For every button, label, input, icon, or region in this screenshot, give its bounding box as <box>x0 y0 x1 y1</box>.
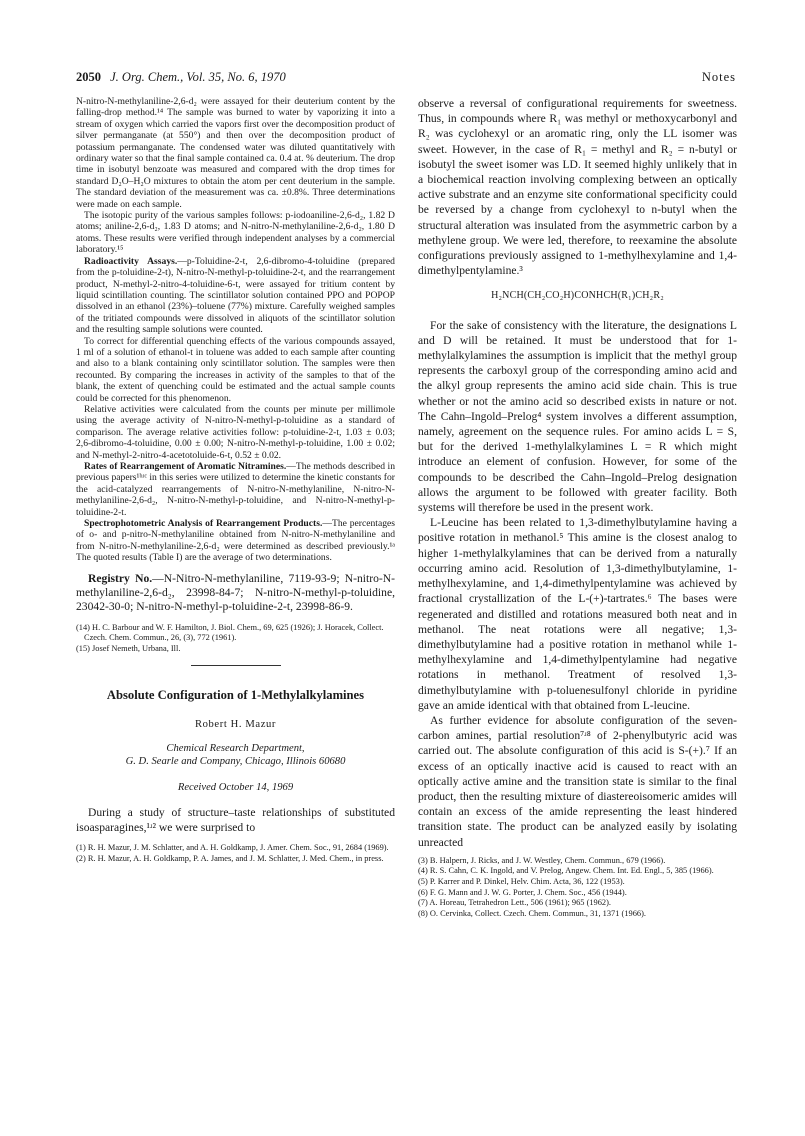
body-text <box>418 96 737 850</box>
section-name: Notes <box>701 70 736 84</box>
paragraph: To correct for differential quenching effects of the various compounds assayed, 1 ml of a solution of ethanol-t in toluene was added to each sample after counting and also to a blank containing only scintillator solution. The samples were then recounted. By comparing the increases in activity of the samples to that of the blank, the extent of quenching could be estimated and the actual sample counts could be corrected for this phenomenon. <box>76 335 395 404</box>
paragraph: Spectrophotometric Analysis of Rearrangement Products.—The percentages of o- and p-nitro-N-methylaniline obtained from N-nitro-N-methylaniline and from N-nitro-N-methylaniline-2,6-d₂ were determined as described previously.¹ᵃ The quoted results (Table I) are the average of two determinations. <box>76 518 395 564</box>
section-heading: Radioactivity Assays. <box>84 255 178 267</box>
paragraph: Rates of Rearrangement of Aromatic Nitramines.—The methods described in previous papers¹ᵇʴᶜ in this series were utilized to determine the kinetic constants for the acid-catalyzed rearrangements of N-nitro-N-methylaniline, N-nitro-N-methylaniline-2,6-d₂, N-nitro-N-methyl-p-toluidine, and N-nitro-N-methyl-p-toluidine-2-t. <box>76 461 395 518</box>
structural-formula: H₂NCH(CH₂CO₂H)CONHCH(R₁)CH₂R₂ <box>491 290 664 302</box>
footnote: (1) R. H. Mazur, J. M. Schlatter, and A. H. Goldkamp, J. Amer. Chem. Soc., 91, 2684 (1969). <box>76 843 389 853</box>
paragraph: N-nitro-N-methylaniline-2,6-d₂ were assayed for their deuterium content by the falling-drop method.¹⁴ The sample was burned to water by vaporizing it into a stream of oxygen which carried the vapors first over the decomposition product of silver permanganate (at 550°) and then over the decomposition product of potassium permanganate. The condensed water was diluted quantitatively with ordinary water so that the final sample contained ca. 0.4 at. % deuterium. The drop time in isobutyl benzoate was measured and compared with the drop times for standard D₂O–H₂O mixtures to obtain the atom per cent deuterium in the sample. The standard deviation of the measurement was ca. ±0.8%. Three determinations were made on each sample. <box>76 96 395 210</box>
paragraph: Relative activities were calculated from the counts per minute per millimole using the average activity of N-nitro-N-methyl-p-toluidine as a standard of comparison. The average relative activities follow: p-toluidine-2-t, 1.03 ± 0.03; 2,6-dibromo-4-toluidine, 0.00 ± 0.00; N-nitro-N-methyl-p-toluidine, 1.00 ± 0.02; and N-methyl-2-nitro-4-acetotoluide-6-t, 0.52 ± 0.02. <box>76 403 395 461</box>
body-text <box>76 805 395 835</box>
footnote: (2) R. H. Mazur, A. H. Goldkamp, P. A. James, and J. M. Schlatter, J. Med. Chem., in press. <box>76 853 384 863</box>
footnote: (15) Josef Nemeth, Urbana, Ill. <box>76 644 181 654</box>
paragraph: observe a reversal of configurational requirements for sweetness. Thus, in compounds where R₁ was methyl or methoxycarbonyl and R₂ was cyclohexyl or an aromatic ring, only the LL isomer was sweet. However, in the case of R₁ = methyl and R₂ = n-butyl or isobutyl the sweet isomer was LD. It seemed highly unlikely that in a biochemical reaction involving complexing between an optically active substrate and an enzyme site conformational specificity could be reversed by a change from cyclohexyl to n-butyl when the structural alteration was insulated from the asymmetric carbon by a methylene group. We were led, therefore, to reexamine the absolute configurations previously assigned to 1-methylhexylamine and 1,4-dimethylpentylamine.³ <box>418 97 737 278</box>
section-heading: Rates of Rearrangement of Aromatic Nitramines. <box>84 461 287 472</box>
experimental-text <box>76 96 395 564</box>
section-heading: Spectrophotometric Analysis of Rearrangement Products. <box>84 518 323 530</box>
paragraph: The isotopic purity of the various samples follows: p-iodoaniline-2,6-d₂, 1.82 D atoms; aniline-2,6-d₂, 1.83 D atoms; and N-nitro-N-methylaniline-2,6-d₂, 1.80 D atoms. These results were verified through independent analyses by a commercial laboratory.¹⁵ <box>76 210 395 256</box>
footnote: (14) H. C. Barbour and W. F. Hamilton, J. Biol. Chem., 69, 625 (1926); J. Horacek, Collect. Czech. Chem. Commun., 26, (3), 772 (1961). <box>76 622 384 643</box>
right-column <box>418 96 737 919</box>
footnote: (8) O. Cervinka, Collect. Czech. Chem. Commun., 31, 1371 (1966). <box>418 908 646 918</box>
paragraph: For the sake of consistency with the literature, the designations L and D will be retained. It must be understood that for 1-methylalkylamines the assumption is implicit that the methyl group represents the carboxyl group of the corresponding amino acid and the alkyl group represents the amino acid side chain. This is true whether or not the amino acid so described exists in nature or not. The Cahn–Ingold–Prelog⁴ system involves a different assumption, namely, agreement on the sequence rules. For amino acids L = S, but for the derived 1-methylalkylamines L = R which might introduce an element of confusion. However, for some of the compounds to be described the Cahn–Ingold–Prelog designation allows the argument to be followed with greater facility. Both systems will therefore be used in the present work. <box>418 318 737 515</box>
footnotes <box>76 843 395 864</box>
footnotes <box>418 856 737 920</box>
article-title: Absolute Configuration of 1-Methylalkylamines <box>106 687 365 702</box>
registry-heading: Registry No. <box>88 571 153 585</box>
paragraph: During a study of structure–taste relationships of substituted isoasparagines,¹ʴ² we were surprised to <box>76 805 395 834</box>
registry-numbers: Registry No.—N-Nitro-N-methylaniline, 7119-93-9; N-nitro-N-methylaniline-2,6-d₂, 23998-84-7; N-nitro-N-methyl-p-toluidine, 23042-30-0; N-nitro-N-methyl-p-toluidine-2-t, 23998-86-9. <box>76 571 396 614</box>
footnote: (3) B. Halpern, J. Ricks, and J. W. Westley, Chem. Commun., 679 (1966). <box>418 855 666 865</box>
page-number: 2050 <box>76 70 101 84</box>
journal-citation: J. Org. Chem., Vol. 35, No. 6, 1970 <box>110 70 286 84</box>
affiliation: Chemical Research Department, G. D. Searle and Company, Chicago, Illinois 60680 <box>125 742 346 767</box>
paragraph: As further evidence for absolute configuration of the seven-carbon amines, partial resolution⁷ʴ⁸ of 2-phenylbutyric acid was carried out. The absolute configuration of this acid is S-(+).⁷ If an excess of an optically inactive acid is caused to react with an optically active amine and the transition state is similar to the final product, then the resulting mixture of diastereoisomeric amides will contain an excess of the amide representing the least hindered transition state. The product can be analyzed easily by isolating unreacted <box>418 713 737 849</box>
footnote: (4) R. S. Cahn, C. K. Ingold, and V. Prelog, Angew. Chem. Int. Ed. Engl., 5, 385 (1966). <box>418 866 714 876</box>
received-date: Received October 14, 1969 <box>177 781 294 793</box>
footnote: (6) F. G. Mann and J. W. G. Porter, J. Chem. Soc., 456 (1944). <box>418 887 627 897</box>
divider <box>191 665 281 666</box>
paragraph: Radioactivity Assays.—p-Toluidine-2-t, 2,6-dibromo-4-toluidine (prepared from the p-toluidine-2-t), N-nitro-N-methyl-p-toluidine-2-t, and the rearrangement product, N-methyl-2-nitro-4-toluidine-6-t, were assayed for tritium content by liquid scintillation counting. The scintillator solution contained PPO and POPOP dissolved in an ethanol (23%)–toluene (77%) mixture. Carefully weighed samples of the tritiated compounds were dissolved in aliquots of the scintillator solution and the resulting sample solutions were counted. <box>76 255 395 336</box>
left-column <box>76 96 395 864</box>
paragraph: L-Leucine has been related to 1,3-dimethylbutylamine having a positive rotation in methanol.⁵ This amine is the closest analog to higher 1-methylalkylamines that can be derived from a naturally occurring amino acid. Resolution of 1,3-dimethylbutylamine, 1-methylhexylamine, and 1,4-dimethylpentylamine was achieved by fractional crystallization of the L-(+)-tartrates.⁶ The bases were regenerated and distilled and rotations measured both neat and in methanol. The neat rotations were all negative; 1,3-dimethylbutylamine had a positive rotation in methanol while 1-methylhexylamine and 1,4-dimethylpentylamine had negative rotations in methanol. Treatment of resolved 1,3-dimethylbutylamine with p-toluenesulfonyl chloride in pyridine gave an amide identical with that obtained from L-leucine. <box>418 516 737 712</box>
page-header <box>76 70 736 86</box>
author: Robert H. Mazur <box>194 718 277 730</box>
footnotes <box>76 623 395 655</box>
footnote: (7) A. Horeau, Tetrahedron Lett., 506 (1961); 965 (1962). <box>418 898 611 908</box>
footnote: (5) P. Karrer and P. Dinkel, Helv. Chim. Acta, 36, 122 (1953). <box>418 876 625 886</box>
